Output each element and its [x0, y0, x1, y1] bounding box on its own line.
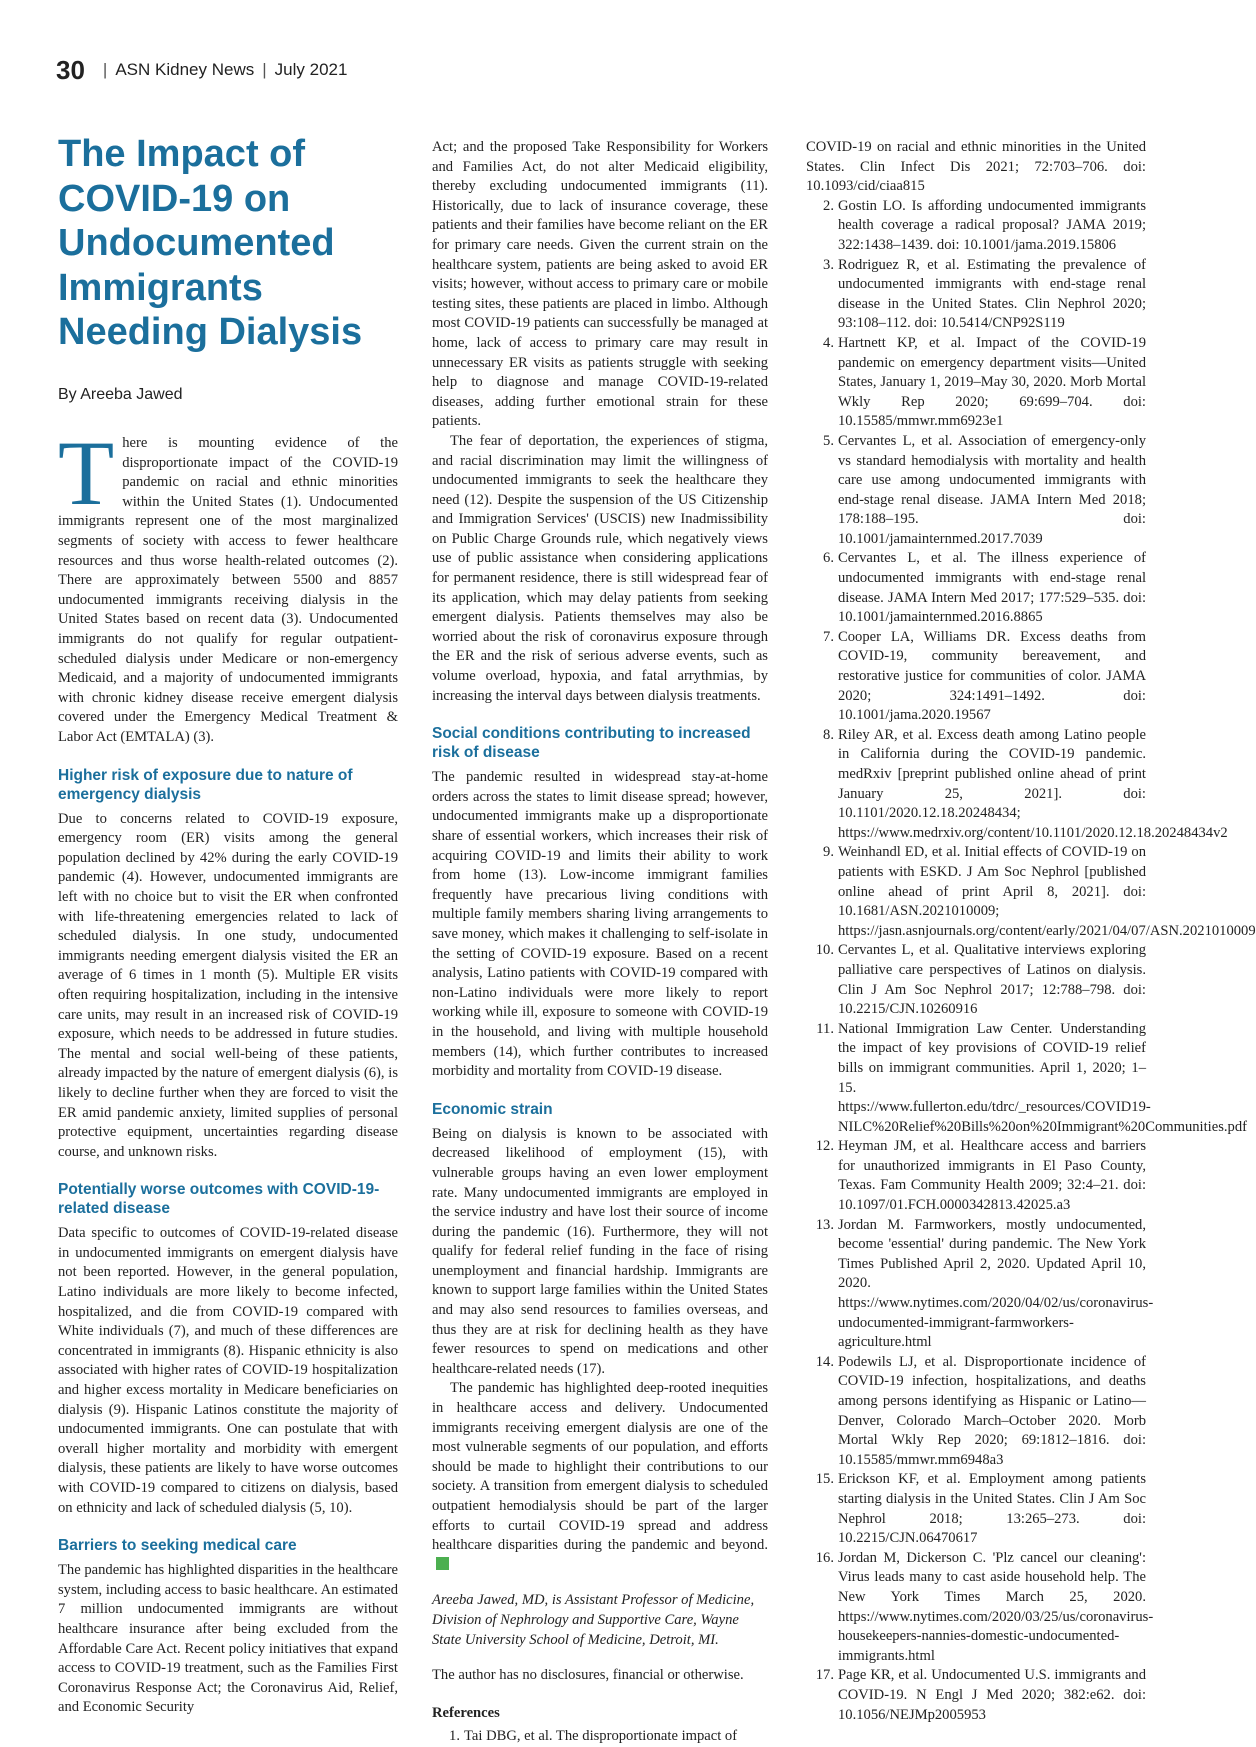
page-header	[56, 54, 347, 86]
body-paragraph: Due to concerns related to COVID-19 exposure, emergency room (ER) visits among the general population declined by 42% during the early COVID-19 pandemic (4). However, undocumented immigrants are left with no choice but to visit the ER when confronted with life-threatening emergencies related to lack of scheduled dialysis. In one study, undocumented immigrants needing emergent dialysis visited the ER an average of 6 times in 1 month (5). Multiple ER visits often requiring hospitalization, including in the intensive care units, may result in an increased risk of COVID-19 exposure, which needs to be addressed in future studies. The mental and social well-being of these patients, already impacted by the nature of emergent dialysis (6), is likely to decline further when they are forced to visit the ER amid pandemic anxiety, limited supplies of personal protective equipment, uncertainties regarding disease course, and unknown risks.	[58, 810, 398, 1160]
reference-item	[806, 1353, 1146, 1471]
reference-number: 4.	[823, 334, 834, 351]
reference-number: 3.	[823, 256, 834, 273]
body-paragraph: Data specific to outcomes of COVID-19-related disease in undocumented immigrants on emergent dialysis have not been reported. However, in the general population, Latino individuals are more likely to become infected, hospitalized, and die from COVID-19 compared with White individuals (7), and much of these differences are concentrated in immigrants (8). Hispanic ethnicity is also associated with higher rates of COVID-19 hospitalization and higher excess mortality in Medicare beneficiaries on dialysis (9). Hispanic Latinos constitute the majority of undocumented immigrants. One can postulate that with overall higher mortality and morbidity with emergent dialysis, these patients are likely to have worse outcomes with COVID-19 compared to citizens on dialysis, based on ethnicity and lack of scheduled dialysis (5, 10).	[58, 1225, 398, 1516]
article-column-2	[432, 138, 768, 1747]
reference-text: Tai DBG, et al. The disproportionate impact of	[464, 1728, 738, 1745]
reference-number: 7.	[823, 628, 834, 645]
reference-text: Erickson KF, et al. Employment among patients starting dialysis in the United States. Clin J Am Soc Nephrol 2018; 13:265–273. doi: 10.2215/CJN.06470617	[838, 1471, 1146, 1547]
reference-item	[806, 138, 1146, 197]
reference-item	[806, 256, 1146, 334]
reference-item	[806, 1020, 1247, 1138]
reference-text: Cervantes L, et al. The illness experience of undocumented immigrants with end-stage renal disease. JAMA Intern Med 2017; 177:529–535. doi: 10.1001/jamainternmed.2016.8865	[838, 550, 1146, 626]
reference-number: 12.	[815, 1138, 834, 1155]
reference-text: Gostin LO. Is affording undocumented immigrants health coverage a radical proposal? JAMA 2019; 322:1438–1439. doi: 10.1001/jama.2019.15806	[838, 197, 1146, 253]
section-heading: Economic strain	[432, 1100, 553, 1118]
disclosure: The author has no disclosures, financial or otherwise.	[432, 1667, 744, 1684]
reference-text: Podewils LJ, et al. Disproportionate incidence of COVID-19 infection, hospitalizations, and deaths among persons identifying as Hispanic or Latino—Denver, Colorado March–October 2020. Morb Mortal Wkly Rep 2020; 69:1812–1816. doi: 10.15585/mmwr.mm6948a3	[838, 1353, 1146, 1468]
references-heading: References	[432, 1704, 500, 1721]
body-paragraph: The pandemic has highlighted disparities in the healthcare system, including access to basic healthcare. An estimated 7 million undocumented immigrants are without healthcare insurance after being excluded from the Affordable Care Act. Recent policy initiatives that expand access to COVID-19 treatment, such as the Families First Coronavirus Response Act; the Coronavirus Aid, Relief, and Economic Security	[58, 1562, 399, 1716]
intro-text: here is mounting evidence of the disproportionate impact of the COVID-19 pandemic on racial and ethnic minorities within the United States (1). Undocumented immigrants represent one of the most marginalized segments of society with access to fewer healthcare resources and thus worse health-related outcomes (2). There are approximately between 5500 and 8857 undocumented immigrants receiving dialysis in the United States based on recent data (3). Undocumented immigrants do not qualify for regular outpatient-scheduled dialysis under Medicare or non-emergency Medicaid, and a majority of undocumented immigrants with chronic kidney disease receive emergent dialysis covered under the Emergency Medical Treatment & Labor Act (EMTALA) (3).	[58, 435, 398, 745]
reference-text: Riley AR, et al. Excess death among Latino people in California during the COVID-19 pandemic. medRxiv [preprint published online ahead of print January 25, 2021]. doi: 10.1101/2020.12.18.20248434; https://www.medrxiv.org/content/10.1101/2020.12.18.20248434v2	[838, 726, 1228, 841]
reference-text: Rodriguez R, et al. Estimating the prevalence of undocumented immigrants with end-stage renal disease in the United States. Clin Nephrol 2020; 93:108–112. doi: 10.5414/CNP92S119	[838, 256, 1146, 332]
reference-item	[806, 334, 1146, 432]
reference-item	[806, 549, 1146, 627]
header-separator: |	[102, 60, 108, 79]
reference-item	[806, 1549, 1154, 1667]
reference-number: 17.	[815, 1667, 834, 1684]
reference-number: 10.	[815, 942, 834, 959]
reference-item	[806, 1470, 1146, 1548]
reference-item	[806, 941, 1146, 1019]
page-number: 30	[56, 54, 85, 85]
body-paragraph-continued: Act; and the proposed Take Responsibility for Workers and Families Act, do not alter Medicaid eligibility, thereby excluding undocumented immigrants (11). Historically, due to lack of insurance coverage, these patients and their families have become reliant on the ER for primary care needs. Given the current strain on the healthcare system, patients are being asked to avoid ER visits; however, without access to primary care or mobile testing sites, these patients are placed in limbo. Although most COVID-19 patients can successfully be managed at home, lack of access to primary care may result in unnecessary ER visits as patients struggle with seeking help to diagnose and manage COVID-19-related diseases, adding further emotional strain for these patients.	[432, 139, 768, 430]
reference-text-continued: COVID-19 on racial and ethnic minorities in the United States. Clin Infect Dis 2021; 72:703–706. doi: 10.1093/cid/ciaa815	[806, 139, 1146, 195]
reference-item	[806, 432, 1146, 550]
closing-text: The pandemic has highlighted deep-rooted inequities in healthcare access and delivery. Undocumented immigrants receiving emergent dialysis are one of the most vulnerable segments of our population, and efforts should be made to highlight their contributions to our society. A transition from emergent dialysis to scheduled outpatient hemodialysis should be part of the larger efforts to curtail COVID-19 spread and address healthcare disparities during the pandemic and beyond.	[432, 1380, 768, 1554]
body-paragraph	[432, 1379, 768, 1575]
section-heading: Potentially worse outcomes with COVID-19-related disease	[58, 1181, 380, 1218]
section-heading: Higher risk of exposure due to nature of emergency dialysis	[58, 766, 353, 803]
article-column-1	[58, 133, 399, 1718]
publication-name: ASN Kidney News	[115, 60, 255, 79]
reference-item	[806, 1216, 1154, 1353]
reference-item	[806, 1137, 1146, 1215]
section-heading: Social conditions contributing to increased risk of disease	[432, 725, 751, 762]
reference-item	[806, 628, 1146, 726]
reference-text: Cooper LA, Williams DR. Excess deaths from COVID-19, community bereavement, and restorative justice for communities of color. JAMA 2020; 324:1491–1492. doi: 10.1001/jama.2020.19567	[838, 628, 1146, 724]
reference-number: 2.	[823, 197, 834, 214]
reference-number: 1.	[449, 1728, 460, 1745]
reference-item	[806, 843, 1256, 941]
reference-list	[432, 1727, 768, 1747]
reference-text: Hartnett KP, et al. Impact of the COVID-19 pandemic on emergency department visits—United States, January 1, 2019–May 30, 2020. Morb Mortal Wkly Rep 2020; 69:699–704. doi: 10.15585/mmwr.mm6923e1	[838, 334, 1146, 430]
reference-text: Weinhandl ED, et al. Initial effects of COVID-19 on patients with ESKD. J Am Soc Nephrol [published online ahead of print April 8, 2021]. doi: 10.1681/ASN.2021010009; https://jasn.asnjournals.org/content/early/2021/04/07/ASN.2021010009	[838, 844, 1256, 939]
reference-text: Jordan M, Dickerson C. 'Plz cancel our cleaning': Virus leads many to cast aside household help. The New York Times March 25, 2020. https://www.nytimes.com/2020/03/25/us/coronavirus-housekeepers-nannies-domestic-undocumented-immigrants.html	[838, 1549, 1154, 1664]
reference-number: 13.	[815, 1216, 834, 1233]
reference-number: 9.	[823, 844, 834, 861]
reference-item	[806, 197, 1146, 256]
intro-paragraph	[58, 422, 398, 748]
header-separator: |	[262, 60, 267, 79]
reference-number: 5.	[823, 432, 834, 449]
body-paragraph: The pandemic resulted in widespread stay-at-home orders across the states to limit disease spread; however, undocumented immigrants make up a disproportionate share of essential workers, which increases their risk of acquiring COVID-19 and limits their ability to work from home (13). Low-income immigrant families frequently have precarious living conditions with multiple family members sharing living arrangements to save money, which makes it challenging to self-isolate in the setting of COVID-19 exposure. Based on a recent analysis, Latino patients with COVID-19 compared with non-Latino individuals were more likely to report working while ill, exposure to someone with COVID-19 in the household, and living with multiple household members (14), which further contributes to increased morbidity and mortality from COVID-19 disease.	[432, 769, 768, 1080]
article-title: The Impact of COVID-19 on Undocumented Immigrants Needing Dialysis	[58, 133, 363, 353]
reference-number: 15.	[815, 1471, 834, 1488]
reference-text: Cervantes L, et al. Association of emergency-only vs standard hemodialysis with mortality and health care use among undocumented immigrants with end-stage renal disease. JAMA Intern Med 2018; 178:188–195. doi: 10.1001/jamainternmed.2017.7039	[838, 432, 1146, 547]
reference-list	[806, 138, 1256, 1725]
section-heading: Barriers to seeking medical care	[58, 1537, 297, 1555]
reference-text: Page KR, et al. Undocumented U.S. immigrants and COVID-19. N Engl J Med 2020; 382:e62. doi: 10.1056/NEJMp2005953	[838, 1667, 1146, 1723]
end-mark-icon	[436, 1557, 449, 1570]
body-paragraph: Being on dialysis is known to be associated with decreased likelihood of employment (15), with vulnerable groups having an even lower employment rate. Many undocumented immigrants are employed in the service industry and have lost their source of income during the pandemic (16). Furthermore, they will not qualify for federal relief funding in the face of rising unemployment and financial hardship. Immigrants are known to support large families within the United States and may also send resources to families overseas, and thus they are at risk for declining health as they have fewer resources to spend on medications and other healthcare-related needs (17).	[432, 1125, 768, 1377]
reference-number: 14.	[815, 1353, 834, 1370]
issue-date: July 2021	[274, 60, 348, 79]
reference-text: Jordan M. Farmworkers, mostly undocumented, become 'essential' during pandemic. The New York Times Published April 2, 2020. Updated April 10, 2020. https://www.nytimes.com/2020/04/02/us/coronavirus-undocumented-immigrant-farmworkers-agriculture.html	[838, 1216, 1154, 1351]
reference-item	[806, 726, 1228, 844]
reference-text: Cervantes L, et al. Qualitative interviews exploring palliative care perspectives of Latinos on dialysis. Clin J Am Soc Nephrol 2017; 12:788–798. doi: 10.2215/CJN.10260916	[838, 942, 1146, 1018]
reference-text: National Immigration Law Center. Understanding the impact of key provisions of COVID-19 relief bills on immigrant communities. April 1, 2020; 1–15. https://www.fullerton.edu/tdrc/_resources/COVID19-NILC%20Relief%20Bills%20on%20Immigrant%20Communities.pdf	[838, 1020, 1247, 1135]
reference-number: 16.	[815, 1549, 834, 1566]
reference-number: 11.	[816, 1020, 834, 1037]
reference-text: Heyman JM, et al. Healthcare access and barriers for unauthorized immigrants in El Paso County, Texas. Fam Community Health 2009; 32:4–21. doi: 10.1097/01.FCH.0000342813.42025.a3	[838, 1138, 1146, 1214]
reference-item	[806, 1666, 1146, 1725]
article-column-3	[806, 138, 1256, 1725]
author-note: Areeba Jawed, MD, is Assistant Professor of Medicine, Division of Nephrology and Supportive Care, Wayne State University School of Medicine, Detroit, MI.	[432, 1592, 755, 1648]
body-paragraph: The fear of deportation, the experiences of stigma, and racial discrimination may limit the willingness of undocumented immigrants to seek the healthcare they need (12). Despite the suspension of the US Citizenship and Immigration Services' (USCIS) new Inadmissibility on Public Charge Grounds rule, which negatively views use of public assistance when considering applications for permanent residence, there is still widespread fear of its application, which may delay patients from seeking emergent dialysis. Patients themselves may also be worried about the risk of coronavirus exposure through the ER and the risk of serious adverse events, such as volume overload, hypoxia, and fatal arrythmias, by increasing the interval days between dialysis treatments.	[432, 432, 768, 704]
reference-item	[432, 1727, 768, 1747]
drop-cap: T	[58, 422, 115, 525]
reference-number: 6.	[823, 550, 834, 567]
reference-number: 8.	[823, 726, 834, 743]
byline: By Areeba Jawed	[58, 385, 183, 403]
